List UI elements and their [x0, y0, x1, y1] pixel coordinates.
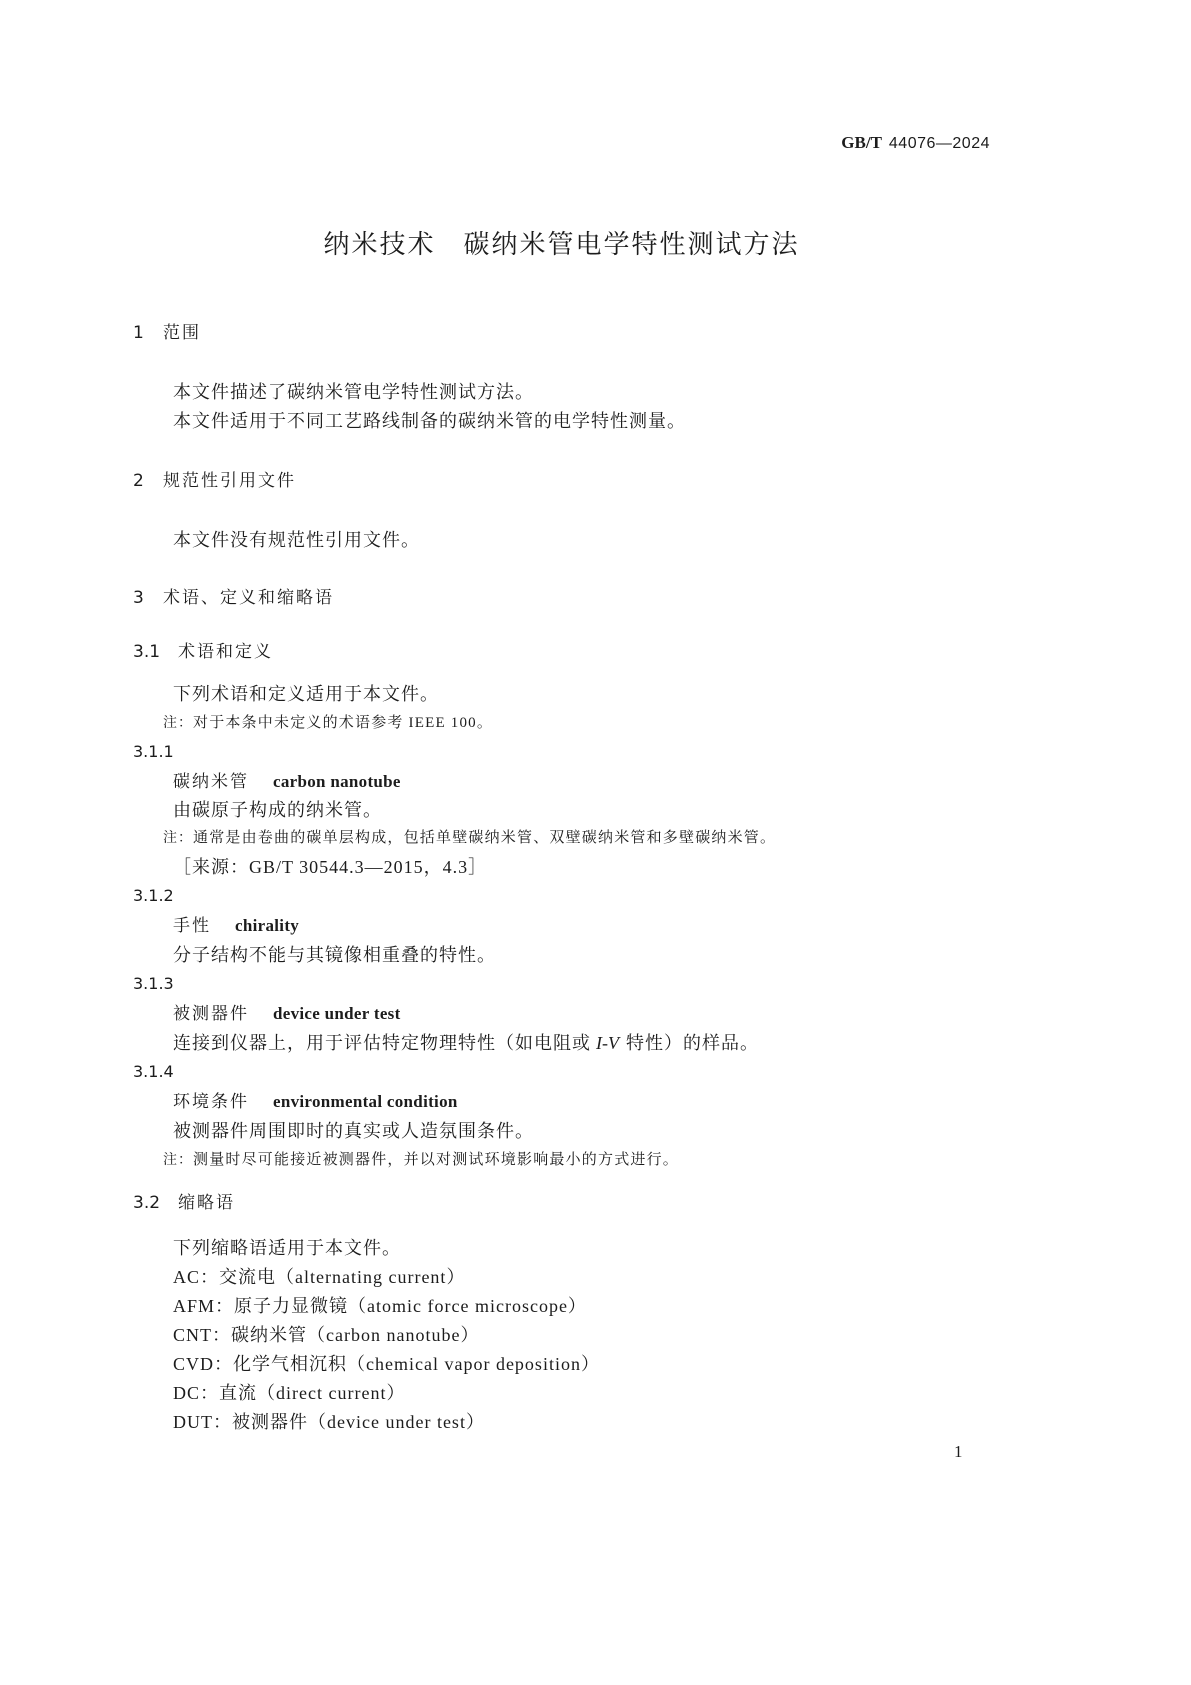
note-text: 测量时尽可能接近被测器件，并以对测试环境影响最小的方式进行。 [193, 1152, 680, 1168]
section-1-heading [133, 321, 201, 345]
subsection-number: 3.2 [133, 1193, 161, 1213]
subsection-title: 缩略语 [178, 1193, 235, 1213]
term-line [173, 914, 299, 939]
term-english: device under test [273, 1004, 401, 1023]
standard-prefix: GB/T [841, 133, 882, 152]
term-source: ［来源：GB/T 30544.3—2015，4.3］ [173, 857, 488, 877]
paragraph: 下列术语和定义适用于本文件。 [173, 684, 439, 704]
abbreviation-item: AFM：原子力显微镜（atomic force microscope） [173, 1296, 587, 1316]
abbreviation-item: DUT：被测器件（device under test） [173, 1412, 485, 1432]
note-text: 对于本条中未定义的术语参考 IEEE 100。 [193, 715, 494, 731]
abbreviation-item: CNT：碳纳米管（carbon nanotube） [173, 1325, 480, 1345]
term-line [173, 1090, 458, 1115]
abbreviation-item: CVD：化学气相沉积（chemical vapor deposition） [173, 1354, 600, 1374]
definition-text: 连接到仪器上，用于评估特定物理特性（如电阻或 [173, 1033, 591, 1053]
page-number: 1 [954, 1442, 963, 1461]
term-definition: 被测器件周围即时的真实或人造氛围条件。 [173, 1121, 534, 1141]
page-header [841, 131, 990, 156]
note-label: 注： [163, 1152, 193, 1168]
section-3-heading [133, 586, 334, 610]
term-english: environmental condition [273, 1092, 458, 1111]
term-number: 3.1.4 [133, 1062, 174, 1081]
term-english: carbon nanotube [273, 772, 401, 791]
document-title: 纳米技术 碳纳米管电学特性测试方法 [323, 230, 800, 260]
term-definition [173, 1031, 759, 1055]
note-text: 通常是由卷曲的碳单层构成，包括单壁碳纳米管、双壁碳纳米管和多壁碳纳米管。 [193, 830, 777, 846]
abbreviation-item: AC：交流电（alternating current） [173, 1267, 466, 1287]
section-number: 3 [133, 588, 144, 608]
standard-number: 44076—2024 [888, 135, 990, 152]
abbreviation-item: DC：直流（direct current） [173, 1383, 406, 1403]
term-definition: 分子结构不能与其镜像相重叠的特性。 [173, 945, 496, 965]
term-line [173, 1002, 401, 1027]
section-title: 规范性引用文件 [163, 471, 296, 491]
subsection-3-1-heading [133, 640, 273, 664]
term-number: 3.1.3 [133, 974, 174, 993]
term-line [173, 770, 401, 795]
term-number: 3.1.1 [133, 742, 174, 761]
term-chinese: 碳纳米管 [173, 772, 249, 792]
subsection-number: 3.1 [133, 642, 161, 662]
section-title: 范围 [163, 323, 201, 343]
section-2-heading [133, 469, 296, 493]
subsection-title: 术语和定义 [178, 642, 273, 662]
note [163, 711, 493, 735]
section-number: 1 [133, 323, 144, 343]
paragraph: 本文件没有规范性引用文件。 [173, 530, 420, 550]
note [163, 1148, 679, 1172]
term-chinese: 环境条件 [173, 1092, 249, 1112]
paragraph: 本文件适用于不同工艺路线制备的碳纳米管的电学特性测量。 [173, 411, 686, 431]
note [163, 826, 776, 850]
term-chinese: 手性 [173, 916, 211, 936]
paragraph: 下列缩略语适用于本文件。 [173, 1238, 401, 1258]
section-title: 术语、定义和缩略语 [163, 588, 334, 608]
term-chinese: 被测器件 [173, 1004, 249, 1024]
paragraph: 本文件描述了碳纳米管电学特性测试方法。 [173, 382, 534, 402]
section-number: 2 [133, 471, 144, 491]
definition-italic-symbol: I-V [596, 1033, 619, 1053]
term-english: chirality [235, 916, 300, 935]
definition-text-tail: 特性）的样品。 [625, 1033, 759, 1053]
note-label: 注： [163, 830, 193, 846]
note-label: 注： [163, 715, 193, 731]
subsection-3-2-heading [133, 1191, 235, 1215]
term-number: 3.1.2 [133, 886, 174, 905]
term-definition: 由碳原子构成的纳米管。 [173, 800, 382, 820]
